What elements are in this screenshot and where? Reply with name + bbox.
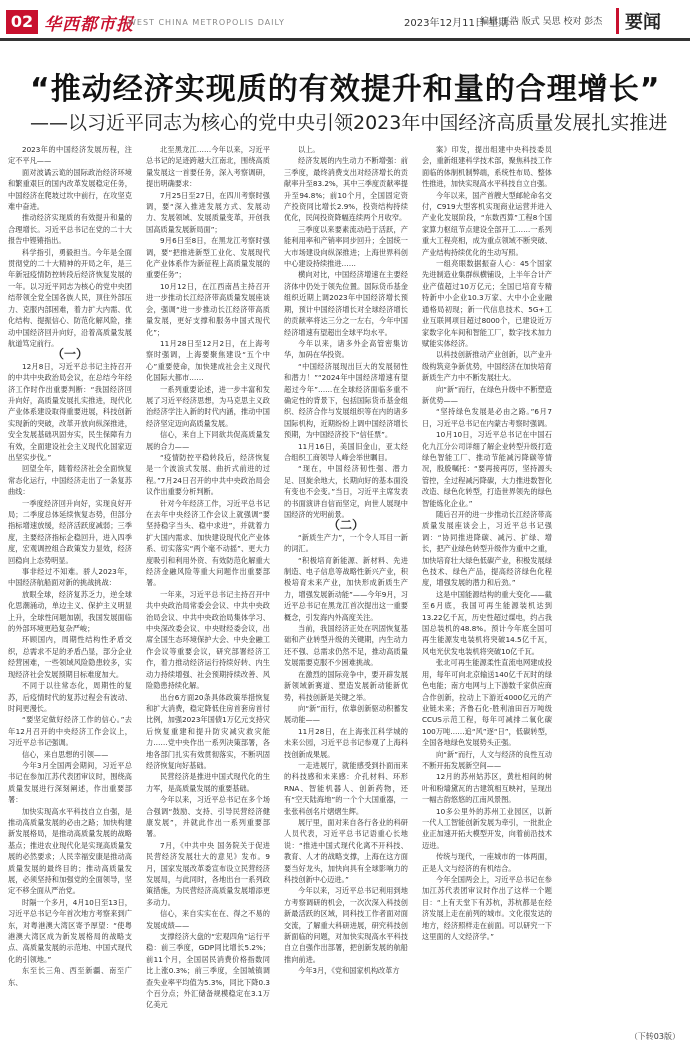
paragraph: 今年3月全国两会期间，习近平总书记在参加江苏代表团审议时，围绕高质量发展进行深刻阐述，作出重要部署： (8, 760, 132, 805)
paragraph: 推动经济实现质的有效提升和量的合理增长。习近平总书记在党的二十大报告中铿锵指出。 (8, 213, 132, 246)
paragraph: 2023年的中国经济发展历程，注定不平凡—— (8, 145, 132, 166)
paragraph: 面对波谲云诡的国际政治经济环境和繁重艰巨的国内改革发展稳定任务，中国经济在爬坡过坎中前行，在攻坚克难中奋进。 (8, 167, 132, 212)
paragraph: “新质生产力”，一个令人耳目一新的词汇。 (284, 532, 408, 554)
article-column (284, 144, 408, 1024)
newspaper-english-name: WEST CHINA METROPOLIS DAILY (128, 18, 285, 27)
paragraph: 向“新”而行，在绿色升级中不断塑造新优势—— (422, 384, 552, 405)
paragraph: 今年以来，习近平总书记利用到地方考察调研的机会，一次次深入科技创新最活跃的区域，同科技工作者面对面交流，了解重大科研进展，研究科技创新面临的问题，对加快实现高水平科技自立自强作出部署，把创新发展的航船推向前进。 (284, 886, 408, 964)
paragraph: 案》印发，提出组建中央科技委员会，重新组建科学技术部，聚焦科技工作面临的体制机制弊端，系统性布局、整体性推进，加快实现高水平科技自立自强。 (422, 145, 552, 189)
paragraph: 向“新”而行，人文与经济的良性互动不断开拓发展新空间—— (422, 749, 552, 770)
paragraph: 7月，《中共中央 国务院关于促进民营经济发展壮大的意见》发布。9月，国家发展改革委宣布设立民营经济发展局，与此同时，各地出台一系列政策措施，为民营经济高质量发展增添更多动力。 (146, 840, 270, 907)
paragraph: “疫情防控平稳转段后，经济恢复是一个波浪式发展、曲折式前进的过程。”7月24日召开的中共中央政治局会议作出重要分析判断。 (146, 452, 270, 497)
article-body (8, 144, 682, 1044)
paragraph: 12月的苏州姑苏区，黄杜相间的树叶和粉墙黛瓦的古建筑相互映衬，呈现出一幅古韵悠悠的江南风景图。 (422, 772, 552, 805)
issue-date: 2023年12月11日 星期一 (404, 18, 519, 29)
paragraph: 北至黑龙江……今年以来，习近平总书记的足迹跨越大江南北，围绕高质量发展这一首要任务，深入考察调研，提出明确要求： (146, 145, 270, 189)
paragraph: “现在，中国经济韧性强、潜力足、回旋余地大，长期向好的基本面没有变也不会变。”当日，习近平主席发表的书面演讲自信而坚定，向世人展现中国经济的光明前景。 (284, 464, 408, 519)
header-rule (0, 38, 690, 41)
paragraph: 今年以来，国产首艘大型邮轮命名交付，C919大型客机实现商业运营并进入产业化发展阶段，“东数西算”工程8个国家算力枢纽节点建设全部开工……一系列重大工程亮相，成为重点领域不断突破、产业结构持续优化的生动写照。 (422, 190, 552, 257)
paragraph: 民营经济是推进中国式现代化的生力军，是高质量发展的重要基础。 (146, 772, 270, 793)
paragraph: 11月28日至12月2日，在上海考察时强调，上海要聚焦建设“五个中心”重要使命，加快建成社会主义现代化国际大都市…… (146, 338, 270, 383)
article-column (146, 144, 270, 1024)
paragraph: 在激烈的国际竞争中，要开辟发展新领域新赛道、塑造发展新动能新优势，科技创新是关键之举。 (284, 669, 408, 702)
section-heading: （一） (51, 347, 88, 362)
paragraph: 加快实现高水平科技自立自强，是推动高质量发展的必由之路；加快构建新发展格局，是推动高质量发展的战略基点；推进农业现代化是实现高质量发展的必然要求；人民幸福安康是推动高质量发展的最终目的；推动高质量发展，必须坚持和加强党的全面领导，坚定不移全面从严治党。 (8, 806, 132, 896)
paragraph: 10月12日，在江西南昌主持召开进一步推动长江经济带高质量发展座谈会，强调“进一步推动长江经济带高质量发展，更好支撑和服务中国式现代化”； (146, 281, 270, 337)
section-heading: （二） (327, 518, 364, 533)
newspaper-logo: 华西都市报 (44, 15, 134, 35)
paragraph: 三季度以来要素流动趋于活跃，产能利用率和产销率同步回升；全国统一大市场建设向纵深推进；上海世界科创中心建设持续推进…… (284, 224, 408, 269)
paragraph: 今年全国两会上，习近平总书记在参加江苏代表团审议时作出了这样一个题目：“上有天堂下有苏杭，苏杭都是在经济发展上走在前列的城市。文化很发达的地方，经济照样走在前面。可以研究一下这里面的人文经济学。” (422, 875, 552, 942)
paragraph: 信心，来自上下同欲共促高质量发展的合力—— (146, 430, 270, 451)
paragraph: 事非经过不知难。骄人2023年，中国经济航船面对新的挑战挑战： (8, 567, 132, 588)
paragraph: 针对今年经济工作，习近平总书记在去年中央经济工作会议上就强调“要坚持稳字当头、稳中求进”，并就着力扩大国内需求、加快建设现代化产业体系、切实落实“两个毫不动摇”、更大力度吸引和利用外资、有效防范化解重大经济金融风险等重大问题作出重要部署。 (146, 498, 270, 588)
paragraph: 信心，来自思想的引领—— (22, 749, 109, 759)
paragraph: 一年来，习近平总书记主持召开中共中央政治局常委会会议、中共中央政治局会议、中共中央政治局集体学习、中央深改委会议、中央财经委会议，出席全国生态环境保护大会、中央金融工作会议等重要会议，研究部署经济工作，着力推动经济运行持续好转、内生动力持续增强、社会预期持续改善、风险隐患持续化解。 (146, 589, 270, 691)
page-number: 02 (6, 10, 38, 34)
paragraph: 一走进展厅，就能感受到扑面而来的科技感和未来感：介孔材料、环形RNA、智能机器人、创新药物，还有“空天陆海地”的一个个大国重器，一张张科创名片熠熠生辉。 (284, 760, 408, 816)
masthead (0, 0, 690, 40)
paragraph: 12月8日，习近平总书记主持召开的中共中央政治局会议，在总结今年经济工作时作出重要判断：“我国经济回升向好，高质量发展扎实推进，现代化产业体系建设取得重要进展，科技创新实现新的突破，改革开放向纵深推进，安全发展基础巩固夯实，民生保障有力有效，全面建设社会主义现代化国家迈出坚实步伐。” (8, 361, 132, 462)
article-column (8, 144, 132, 1024)
paragraph: 这是中国能源结构的重大变化——截至6月底，我国可再生能源装机达到13.22亿千瓦，历史性超过煤电，约占我国总装机的48.8%。预计今年底全国可再生能源发电装机将突破14.5亿千瓦，风电光伏发电装机将突破10亿千瓦。 (422, 589, 552, 656)
paragraph: 横向对比，中国经济增速在主要经济体中仍处于领先位置。国际货币基金组织近期上调2023年中国经济增长预期，预计中国经济增长对全球经济增长的贡献率将达三分之一左右，今年中国经济增速有望超出全球平均水平。 (284, 270, 408, 337)
paragraph: “坚持绿色发展是必由之路。”6月7日，习近平总书记在内蒙古考察时强调。 (422, 407, 552, 428)
paragraph: “中国经济展现出巨大的发展韧性和潜力！”“2024年中国经济增速有望超过今年”……在全球经济面临多重不确定性的背景下，包括国际货币基金组织、经济合作与发展组织等在内的诸多国际机构，近期纷纷上调中国经济增长预期，为中国经济投下“信任票”。 (284, 361, 408, 440)
paragraph: 今年以来，诸多外企高管密集访华，加码在华投资。 (284, 338, 408, 360)
paragraph: 以科技创新推动产业创新，以产业升级构筑竞争新优势，中国经济在加快培育新质生产力中不断发展壮大。 (422, 350, 552, 383)
paragraph: 出台6方面20条具体政策举措恢复和扩大消费，稳定降低住房首套房首付比例，加强2023年国债1万亿元支持灾后恢复重建和提升防灾减灾救灾能力……党中央作出一系列决策部署，各地各部门扎实有效贯彻落实，不断巩固经济恢复向好基础。 (146, 692, 270, 770)
paragraph: 传统与现代，一座城市的一体两面，正是人文与经济的有机结合。 (422, 852, 552, 873)
paragraph: 东至长三角、西至新疆、南至广东、 (8, 966, 132, 987)
editor-credits: 编辑 王浩 版式 吴思 校对 彭杰 (480, 17, 603, 27)
paragraph: 当前，我国经济正处在巩固恢复基础和产业转型升级的关键期，内生动力还不强、总需求仍然不足，推动高质量发展需要克服不少困难挑战。 (284, 624, 408, 668)
subheadline: ——以习近平同志为核心的党中央引领2023年中国经济高质量发展扎实推进 (30, 112, 668, 134)
paragraph: 向“新”而行，依靠创新驱动积蓄发展动能—— (284, 703, 408, 725)
paragraph: 不同于以往常态化，周期性的复苏，后疫情时代的复苏过程会有波动、时间更漫长。 (8, 681, 132, 713)
paragraph: 10多公里外的苏州工业园区，以新一代人工智能创新发展为牵引，一批批企业正加速开拓大模型开发，向着前沿技术迈进。 (422, 806, 552, 850)
paragraph: 11月16日，美国旧金山，亚太经合组织工商领导人峰会举世瞩目。 (284, 441, 408, 462)
paragraph: 随后召开的进一步推动长江经济带高质量发展座谈会上，习近平总书记强调：“协同推进降碳、减污、扩绿、增长，把产业绿色转型升级作为重中之重，加快培育壮大绿色低碳产业，积极发展绿色技术、绿色产品，提高经济绿色化程度，增强发展的潜力和后劲。” (422, 510, 552, 588)
paragraph: 放眼全球，经济复苏乏力，逆全球化思潮涌动，单边主义、保护主义明显上升，全球性问题加剧，我国发展面临的外部环境更趋复杂严峻； (8, 589, 132, 634)
paragraph: 回望全年，随着经济社会全面恢复常态化运行，中国经济走出了一条复苏曲线： (8, 464, 132, 497)
paragraph: 今年3月，《党和国家机构改革方 (298, 966, 400, 976)
continued-note: （下转03版） (629, 1032, 680, 1041)
paragraph: 以上。 (298, 145, 320, 154)
paragraph: 科学指引，勇毅担当。今年是全面贯彻党的二十大精神的开局之年，是三年新冠疫情防控转段后经济恢复发展的一年。以习近平同志为核心的党中央团结带领全党全国各族人民，顶住外部压力、克服内部困难，着力扩大内需、优化结构、提振信心、防范化解风险，推动中国经济回升向好，沿着高质量发展航道笃定前行。 (8, 247, 132, 348)
paragraph: 一系列重要论述，进一步丰富和发展了习近平经济思想，为马克思主义政治经济学注入新的时代内涵，推动中国经济坚定迈向高质量发展。 (146, 384, 270, 428)
paragraph: 环顾国内，周期性结构性矛盾交织，总需求不足的矛盾凸显，部分企业经营困难，一些领域风险隐患较多，实现经济社会发展预期目标难度加大。 (8, 635, 132, 679)
paragraph: 11月28日，在上海张江科学城的未来公园，习近平总书记参观了上海科技创新成果展。 (284, 726, 408, 759)
headline: “推动经济实现质的有效提升和量的合理增长” (30, 72, 661, 107)
paragraph: 10月10日，习近平总书记在中国石化九江分公司详细了解企业转型升级打造绿色智能工厂、推动节能减污降碳等情况，殷殷嘱托：“要再接再厉，坚持源头管控，全过程减污降碳，大力推进数智化改造、绿色化转型，打造世界领先的绿色智能炼化企业。” (422, 430, 552, 508)
paragraph: 7月25日至27日，在四川考察时强调，要“深入推进发展方式、发展动力、发展领域、发展质量变革，开创我国高质量发展新局面”； (146, 190, 270, 234)
paragraph: 一组亮眼数据振奋人心：45个国家先进制造业集群纵横铺设，上半年合计产业产值超过10万亿元；全国已培育专精特新中小企业10.3万家、大中小企业融通格局初现；新一代信息技术、5G+工业互联网项目超过8000个，已建设近万家数字化车间和智能工厂，数字技术加力赋能实体经济。 (422, 259, 552, 348)
paragraph: 9月6日至8日，在黑龙江考察时强调，要“把推进新型工业化、发展现代化产业体系作为新征程上高质量发展的重要任务”； (146, 236, 270, 280)
paragraph: 信心，来自实实在在、得之不易的发展成绩—— (146, 909, 270, 930)
paragraph: 经济发展的内生动力不断增强：前三季度，最终消费支出对经济增长的贡献率升至83.2%，其中三季度贡献率提升至94.8%；前10个月，全国固定资产投资同比增长2.9%，投资结构持续优化，民间投资降幅连续两个月收窄。 (284, 156, 408, 223)
paragraph: 时隔一个多月，4月10日至13日，习近平总书记今年首次地方考察来到广东，对粤港澳大湾区寄予厚望：“使粤港澳大湾区成为新发展格局的战略支点、高质量发展的示范地、中国式现代化的引领地。” (8, 897, 132, 964)
paragraph: “积极培育新能源、新材料、先进制造、电子信息等战略性新兴产业，积极培育未来产业，加快形成新质生产力，增强发展新动能”——今年9月，习近平总书记在黑龙江首次提出这一重要概念，引发海内外高度关注。 (284, 555, 408, 622)
paragraph: 支撑经济大盘的“宏观四角”运行平稳：前三季度，GDP同比增长5.2%；前11个月，全国居民消费价格指数同比上涨0.3%；前三季度，全国城镇调查失业率平均值为5.3%，同比下降0.3个百分点；外汇储备规模稳定在3.1万亿美元 (146, 932, 270, 1010)
paragraph: 展厅里，面对来自各行各业的科研人员代表，习近平总书记语重心长地说：“推进中国式现代化离不开科技、教育、人才的战略支撑，上海在这方面要当好龙头，加快向具有全球影响力的科技创新中心迈进。” (284, 817, 408, 884)
paragraph: 张北可再生能源柔性直流电网建成投用，每年可向北京输送140亿千瓦时的绿色电能；南方电网与上下游数千家供应商合作创新，拉动上下游近4000亿元的产业链未来；齐鲁石化-胜利油田百万吨级CCUS示范工程，每年可减排二氧化碳100万吨……追“风”逐“日”，低碳转型，全国各地绿色发展势头正强。 (422, 658, 552, 748)
paragraph: 一季度经济回升向好，实现良好开局；二季度总体延续恢复态势，但部分指标增速放缓，经济活跃度减弱；三季度，主要经济指标企稳回升，进入四季度，宏观调控组合政策发力显效，经济回稳向上态势明显。 (8, 498, 132, 565)
paragraph: 今年以来，习近平总书记在多个场合强调“鼓励、支持、引导民营经济健康发展”，并就此作出一系列重要部署。 (146, 795, 270, 839)
article-column (422, 144, 552, 1024)
paragraph: “要坚定做好经济工作的信心。”去年12月召开的中央经济工作会议上，习近平总书记强调。 (8, 715, 132, 748)
section-tag: 要闻 (616, 8, 661, 34)
